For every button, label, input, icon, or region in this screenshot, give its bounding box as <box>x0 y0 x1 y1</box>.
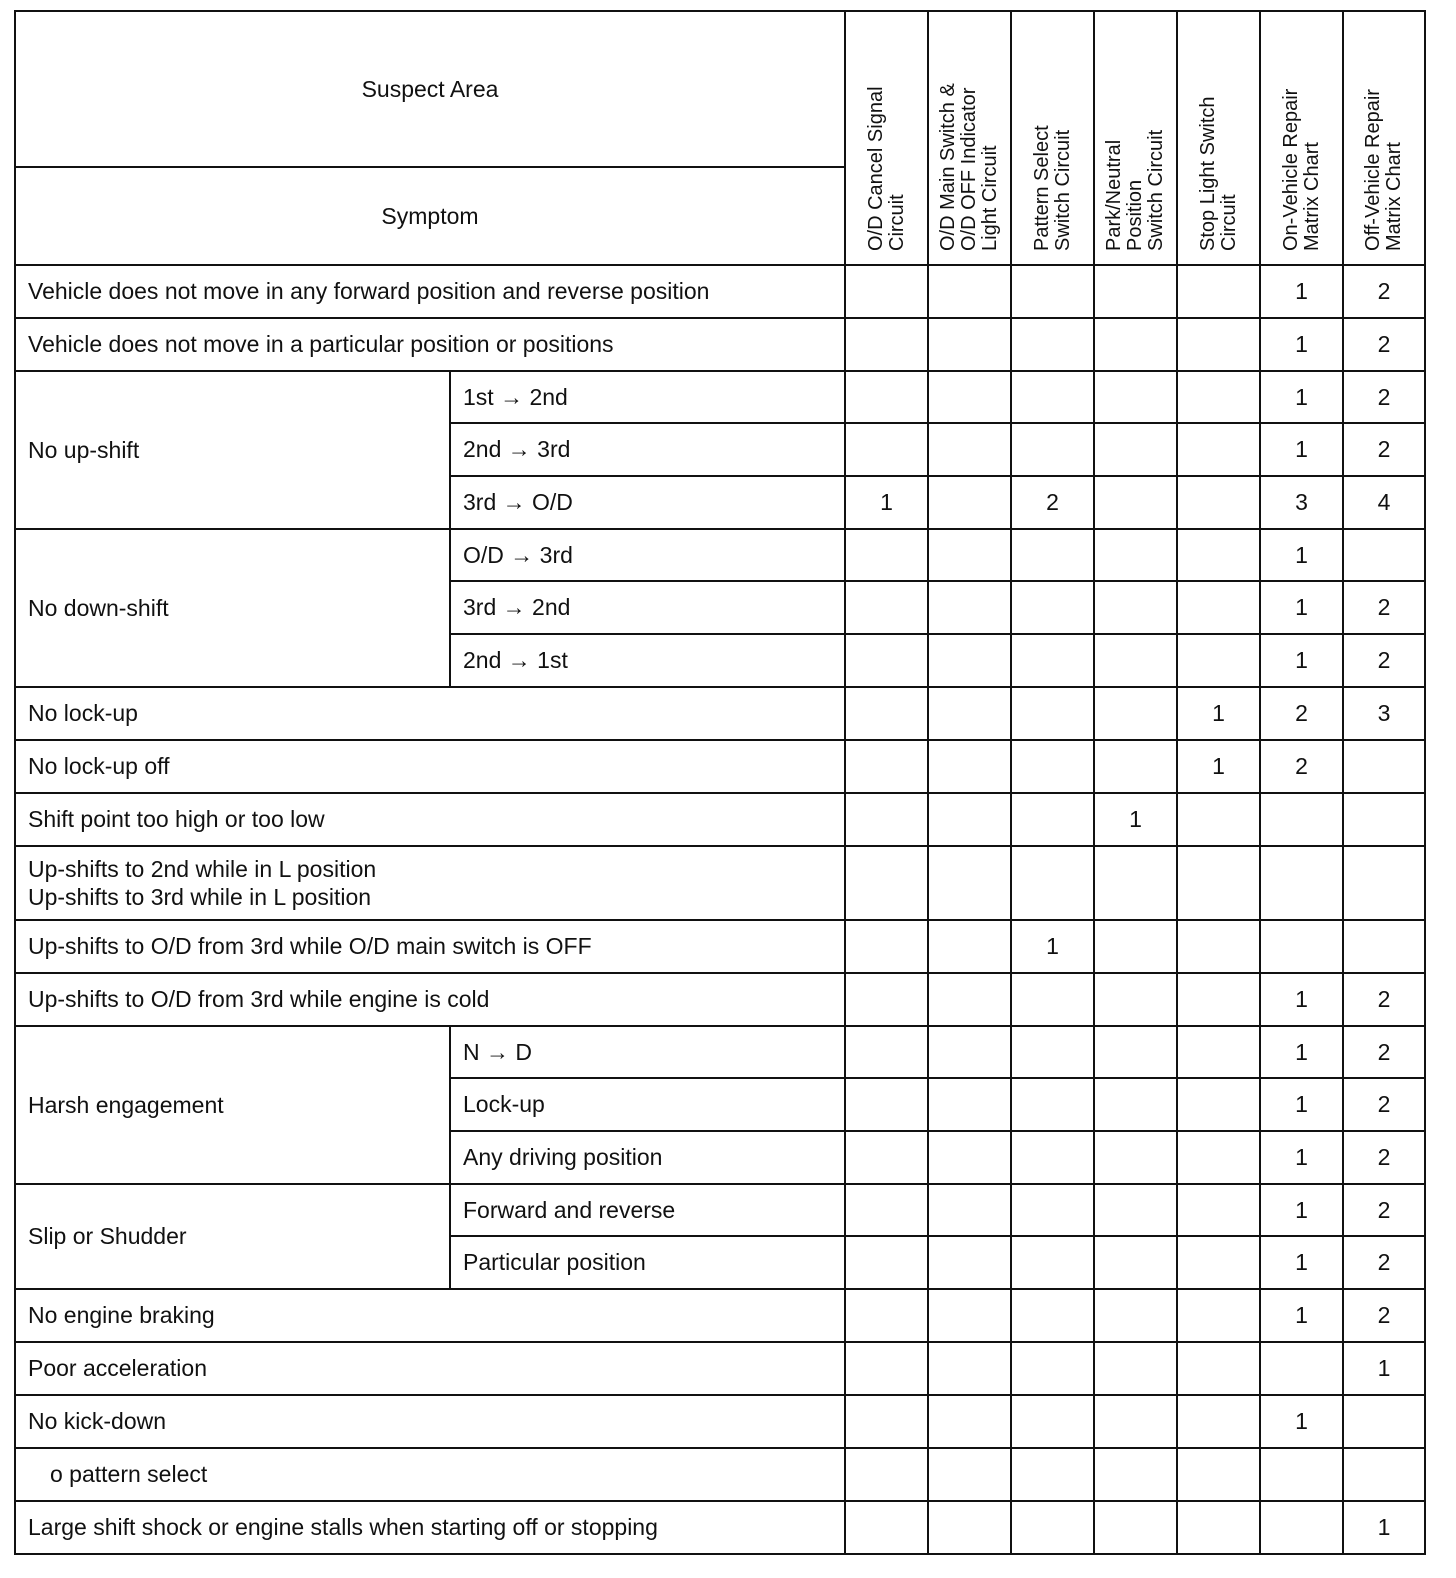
value-cell <box>1011 740 1094 793</box>
table-row <box>15 973 1425 1026</box>
value-cell: 2 <box>1343 318 1425 371</box>
value-cell <box>928 740 1011 793</box>
table-row <box>15 793 1425 846</box>
value-cell: 3 <box>1343 687 1425 740</box>
value-cell <box>1011 1289 1094 1342</box>
value-cell <box>1260 1448 1343 1501</box>
value-cell: 1 <box>1260 973 1343 1026</box>
value-cell: 2 <box>1343 634 1425 687</box>
value-cell <box>928 1131 1011 1184</box>
value-cell <box>1177 920 1260 973</box>
value-cell <box>845 1078 928 1131</box>
value-cell <box>1343 529 1425 581</box>
value-cell: 2 <box>1343 1026 1425 1078</box>
value-cell <box>1177 793 1260 846</box>
value-cell: 1 <box>1260 371 1343 423</box>
value-cell: 1 <box>1260 1078 1343 1131</box>
value-cell: 1 <box>1094 793 1177 846</box>
value-cell <box>1011 1501 1094 1554</box>
value-cell <box>928 1501 1011 1554</box>
value-cell <box>845 529 928 581</box>
value-cell <box>1011 634 1094 687</box>
condition-cell: O/D → 3rd <box>450 529 845 581</box>
value-cell <box>1094 581 1177 634</box>
value-cell <box>845 740 928 793</box>
symptom-group-cell: Harsh engagement <box>15 1026 450 1184</box>
value-cell <box>928 1236 1011 1289</box>
symptom-label: Symptom <box>381 202 479 229</box>
value-cell <box>1177 1078 1260 1131</box>
value-cell: 3 <box>1260 476 1343 529</box>
table-row <box>15 1448 1425 1501</box>
symptom-group-cell: No up-shift <box>15 371 450 529</box>
value-cell <box>1011 687 1094 740</box>
header-row <box>15 11 1425 265</box>
value-cell <box>1177 476 1260 529</box>
value-cell <box>928 920 1011 973</box>
value-cell <box>1343 793 1425 846</box>
symptom-cell: No engine braking <box>15 1289 845 1342</box>
value-cell: 2 <box>1343 1184 1425 1236</box>
symptom-cell <box>15 846 845 920</box>
condition-cell: Lock-up <box>450 1078 845 1131</box>
value-cell <box>1011 529 1094 581</box>
value-cell: 2 <box>1343 1131 1425 1184</box>
value-cell <box>928 973 1011 1026</box>
value-cell <box>845 1395 928 1448</box>
table-row <box>15 740 1425 793</box>
value-cell <box>1260 846 1343 920</box>
value-cell: 2 <box>1260 687 1343 740</box>
column-header <box>1094 11 1177 265</box>
column-header-text: O/D Main Switch & O/D OFF Indicator Light Circuit <box>937 83 1001 251</box>
value-cell <box>1177 1184 1260 1236</box>
value-cell <box>928 634 1011 687</box>
value-cell <box>1094 318 1177 371</box>
value-cell <box>845 1448 928 1501</box>
value-cell: 2 <box>1343 581 1425 634</box>
value-cell <box>1011 1184 1094 1236</box>
value-cell <box>1177 1501 1260 1554</box>
value-cell <box>1094 973 1177 1026</box>
value-cell <box>928 793 1011 846</box>
symptom-cell: o pattern select <box>15 1448 845 1501</box>
value-cell: 2 <box>1011 476 1094 529</box>
value-cell <box>845 1501 928 1554</box>
value-cell: 1 <box>1260 1184 1343 1236</box>
symptom-line: Up-shifts to 3rd while in L position <box>28 884 372 910</box>
table-row <box>15 920 1425 973</box>
condition-cell: 3rd → O/D <box>450 476 845 529</box>
symptom-group-cell: Slip or Shudder <box>15 1184 450 1289</box>
value-cell <box>1094 371 1177 423</box>
value-cell <box>1094 1501 1177 1554</box>
value-cell <box>1011 793 1094 846</box>
condition-cell: 3rd → 2nd <box>450 581 845 634</box>
value-cell: 2 <box>1343 423 1425 476</box>
value-cell <box>928 687 1011 740</box>
value-cell: 1 <box>1260 1289 1343 1342</box>
value-cell: 1 <box>1260 265 1343 318</box>
value-cell <box>1094 476 1177 529</box>
value-cell <box>1177 265 1260 318</box>
value-cell <box>845 581 928 634</box>
value-cell: 1 <box>845 476 928 529</box>
symptom-cell: Up-shifts to O/D from 3rd while engine is cold <box>15 973 845 1026</box>
table-row <box>15 1184 1425 1236</box>
value-cell <box>1011 1131 1094 1184</box>
value-cell <box>928 1448 1011 1501</box>
value-cell <box>1011 973 1094 1026</box>
condition-cell: Particular position <box>450 1236 845 1289</box>
value-cell <box>928 1026 1011 1078</box>
value-cell <box>928 581 1011 634</box>
table-row <box>15 529 1425 581</box>
value-cell <box>1177 318 1260 371</box>
symptom-cell: Vehicle does not move in a particular position or positions <box>15 318 845 371</box>
value-cell <box>1094 1395 1177 1448</box>
value-cell <box>1260 1501 1343 1554</box>
column-header-text: Park/Neutral Position Switch Circuit <box>1103 129 1167 251</box>
table-row <box>15 1501 1425 1554</box>
value-cell <box>1177 634 1260 687</box>
value-cell: 1 <box>1177 687 1260 740</box>
value-cell: 1 <box>1260 318 1343 371</box>
value-cell <box>845 265 928 318</box>
symptom-cell: No kick-down <box>15 1395 845 1448</box>
value-cell <box>1177 1395 1260 1448</box>
value-cell <box>1177 1342 1260 1395</box>
value-cell <box>845 634 928 687</box>
value-cell <box>928 529 1011 581</box>
value-cell <box>1094 529 1177 581</box>
value-cell <box>1177 1236 1260 1289</box>
value-cell <box>1011 581 1094 634</box>
value-cell <box>1177 581 1260 634</box>
value-cell <box>928 846 1011 920</box>
value-cell <box>1094 1448 1177 1501</box>
value-cell <box>1343 740 1425 793</box>
value-cell: 1 <box>1343 1501 1425 1554</box>
value-cell <box>1177 1448 1260 1501</box>
value-cell <box>1177 1131 1260 1184</box>
value-cell <box>1094 1184 1177 1236</box>
value-cell <box>1094 423 1177 476</box>
value-cell <box>1094 265 1177 318</box>
value-cell <box>1094 846 1177 920</box>
table-row <box>15 265 1425 318</box>
value-cell <box>1343 1395 1425 1448</box>
column-header-text: O/D Cancel Signal Circuit <box>864 86 908 251</box>
value-cell: 1 <box>1260 1026 1343 1078</box>
value-cell <box>1177 973 1260 1026</box>
value-cell <box>845 1236 928 1289</box>
value-cell <box>928 1184 1011 1236</box>
symptom-cell: Shift point too high or too low <box>15 793 845 846</box>
value-cell: 1 <box>1011 920 1094 973</box>
value-cell: 2 <box>1343 1289 1425 1342</box>
value-cell <box>1094 1026 1177 1078</box>
value-cell: 2 <box>1343 371 1425 423</box>
value-cell <box>1343 1448 1425 1501</box>
value-cell <box>1011 423 1094 476</box>
value-cell <box>1260 1342 1343 1395</box>
suspect-area-label: Suspect Area <box>16 12 844 168</box>
table-row <box>15 318 1425 371</box>
value-cell: 1 <box>1260 1131 1343 1184</box>
table-row <box>15 1395 1425 1448</box>
value-cell <box>845 1342 928 1395</box>
value-cell <box>845 423 928 476</box>
value-cell <box>1011 1236 1094 1289</box>
value-cell <box>1260 920 1343 973</box>
column-header <box>1011 11 1094 265</box>
column-header <box>928 11 1011 265</box>
value-cell <box>845 846 928 920</box>
value-cell <box>928 423 1011 476</box>
value-cell <box>845 1184 928 1236</box>
value-cell <box>1177 1289 1260 1342</box>
value-cell <box>1011 371 1094 423</box>
value-cell <box>1011 1078 1094 1131</box>
symptom-line: Up-shifts to 2nd while in L position <box>28 856 377 882</box>
value-cell <box>928 265 1011 318</box>
value-cell <box>1011 1395 1094 1448</box>
value-cell <box>1177 846 1260 920</box>
value-cell <box>1343 846 1425 920</box>
value-cell <box>928 1395 1011 1448</box>
value-cell <box>1011 846 1094 920</box>
value-cell <box>845 318 928 371</box>
value-cell: 1 <box>1260 1395 1343 1448</box>
value-cell <box>1094 687 1177 740</box>
value-cell <box>1094 1236 1177 1289</box>
value-cell <box>845 973 928 1026</box>
value-cell: 2 <box>1260 740 1343 793</box>
value-cell <box>1177 1026 1260 1078</box>
value-cell: 1 <box>1343 1342 1425 1395</box>
value-cell <box>1343 920 1425 973</box>
symptom-cell: Poor acceleration <box>15 1342 845 1395</box>
condition-cell: 2nd → 3rd <box>450 423 845 476</box>
header-label-cell <box>15 11 845 265</box>
value-cell <box>928 318 1011 371</box>
value-cell: 2 <box>1343 1078 1425 1131</box>
value-cell: 1 <box>1260 529 1343 581</box>
value-cell <box>845 1289 928 1342</box>
value-cell <box>1011 318 1094 371</box>
value-cell: 1 <box>1260 423 1343 476</box>
column-header-text: Off-Vehicle Repair Matrix Chart <box>1362 89 1405 251</box>
value-cell: 4 <box>1343 476 1425 529</box>
value-cell <box>1094 1078 1177 1131</box>
column-header-text: Stop Light Switch Circuit <box>1196 96 1240 251</box>
table-row <box>15 846 1425 920</box>
symptom-group-cell: No down-shift <box>15 529 450 687</box>
value-cell: 2 <box>1343 1236 1425 1289</box>
value-cell <box>1177 371 1260 423</box>
value-cell <box>1011 265 1094 318</box>
value-cell <box>1011 1448 1094 1501</box>
value-cell <box>1011 1026 1094 1078</box>
column-header <box>845 11 928 265</box>
value-cell <box>845 793 928 846</box>
value-cell <box>845 920 928 973</box>
value-cell <box>928 1289 1011 1342</box>
value-cell <box>1177 529 1260 581</box>
value-cell <box>928 1342 1011 1395</box>
table-row <box>15 687 1425 740</box>
value-cell <box>845 371 928 423</box>
condition-cell: Forward and reverse <box>450 1184 845 1236</box>
symptom-matrix-table <box>14 10 1426 1555</box>
value-cell <box>845 687 928 740</box>
column-header-text: On-Vehicle Repair Matrix Chart <box>1279 88 1323 251</box>
value-cell <box>928 476 1011 529</box>
value-cell: 1 <box>1260 634 1343 687</box>
column-header <box>1260 11 1343 265</box>
column-header <box>1177 11 1260 265</box>
value-cell <box>1260 793 1343 846</box>
table-row <box>15 1289 1425 1342</box>
symptom-cell: No lock-up off <box>15 740 845 793</box>
value-cell <box>1094 1289 1177 1342</box>
symptom-cell: No lock-up <box>15 687 845 740</box>
symptom-cell: Large shift shock or engine stalls when starting off or stopping <box>15 1501 845 1554</box>
condition-cell: Any driving position <box>450 1131 845 1184</box>
table-row <box>15 371 1425 423</box>
value-cell <box>1011 1342 1094 1395</box>
value-cell <box>1094 634 1177 687</box>
value-cell: 2 <box>1343 265 1425 318</box>
value-cell <box>1094 740 1177 793</box>
value-cell <box>928 371 1011 423</box>
value-cell <box>1094 1342 1177 1395</box>
value-cell <box>928 1078 1011 1131</box>
value-cell: 1 <box>1260 581 1343 634</box>
value-cell: 1 <box>1260 1236 1343 1289</box>
value-cell: 1 <box>1177 740 1260 793</box>
value-cell <box>1094 920 1177 973</box>
value-cell <box>845 1026 928 1078</box>
condition-cell: 1st → 2nd <box>450 371 845 423</box>
table-row <box>15 1026 1425 1078</box>
column-header-text: Pattern Select Switch Circuit <box>1030 125 1074 251</box>
value-cell <box>845 1131 928 1184</box>
value-cell <box>1094 1131 1177 1184</box>
column-header <box>1343 11 1425 265</box>
value-cell: 2 <box>1343 973 1425 1026</box>
symptom-cell: Vehicle does not move in any forward position and reverse position <box>15 265 845 318</box>
value-cell <box>1177 423 1260 476</box>
condition-cell: 2nd → 1st <box>450 634 845 687</box>
condition-cell: N → D <box>450 1026 845 1078</box>
symptom-cell: Up-shifts to O/D from 3rd while O/D main switch is OFF <box>15 920 845 973</box>
table-row <box>15 1342 1425 1395</box>
